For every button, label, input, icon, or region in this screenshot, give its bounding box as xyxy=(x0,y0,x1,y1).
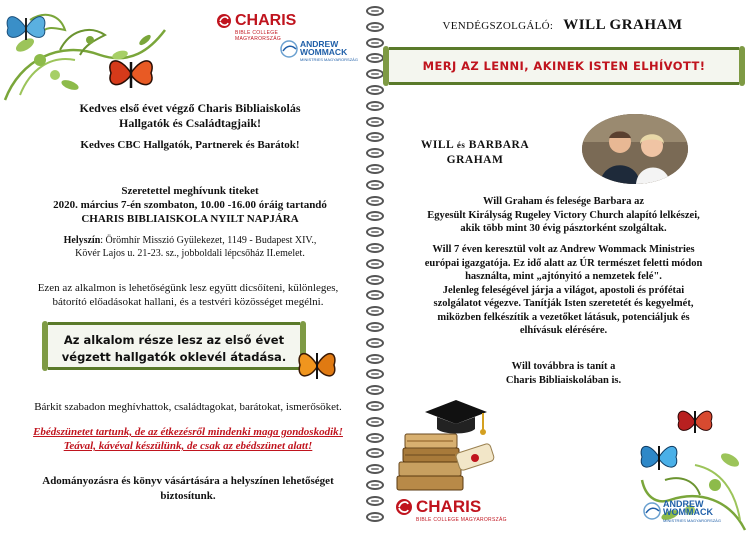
bio2-line6: miközben felkészítik a vezetőket látásuk, potenciáljuk és xyxy=(437,311,690,323)
invite-line1: Szeretettel meghívunk titeket xyxy=(121,185,259,197)
invitation xyxy=(10,184,370,226)
andrew-wommack-logo-icon xyxy=(280,40,298,58)
closing-line1: Will továbbra is tanít a xyxy=(511,361,616,372)
right-page xyxy=(375,0,750,534)
donation-line2: biztosítunk. xyxy=(160,490,216,502)
bio2-line5: szolgálatot végezve. Tanítják Isten szeretetét és kegyelmét, xyxy=(433,298,694,309)
butterfly-icon xyxy=(4,8,48,48)
bio2-line2: európai igazgatója. Ez idő alatt az ÚR természet feletti módon xyxy=(424,257,703,269)
butterfly-icon xyxy=(106,50,156,96)
closing-text xyxy=(397,360,730,387)
greeting-secondary: Kedves CBC Hallgatók, Partnerek és Barátok! xyxy=(80,139,300,151)
closing-line2: Charis Bibliaiskolában is. xyxy=(505,374,622,386)
couple-names xyxy=(395,138,555,168)
invite-line3: CHARIS BIBLIAISKOLA NYILT NAPJÁRA xyxy=(81,213,299,225)
butterfly-icon xyxy=(637,438,681,476)
donation-text xyxy=(6,474,370,504)
bio2-line7: elhívásuk elérésére. xyxy=(519,325,608,336)
couple-graham: GRAHAM xyxy=(446,154,504,166)
banner-line1: Az alkalom része lesz az első évet xyxy=(63,333,285,347)
couple-and: és xyxy=(456,140,466,150)
bio-paragraph-2 xyxy=(397,243,730,338)
bio1-line3: akik több mint 30 évig pásztorként szolgáltak. xyxy=(460,223,667,234)
motto-banner-text: MERJ AZ LENNI, AKINEK ISTEN ELHÍVOTT! xyxy=(422,59,706,73)
greeting xyxy=(40,101,340,131)
charis-logo-icon xyxy=(395,498,413,516)
couple-photo xyxy=(582,114,688,184)
andrew-wommack-logo-icon xyxy=(643,502,661,520)
lunch-line1: Ebédszünetet tartunk, de az étkezésről mindenki maga gondoskodik! xyxy=(33,426,343,438)
bio2-line1: Will 7 éven keresztül volt az Andrew Wommack Ministries xyxy=(432,244,695,255)
free-invite-text: Bárkit szabadon meghívhattok, családtagokat, barátokat, ismerősöket. xyxy=(34,401,342,413)
location-line1: : Örömhír Misszió Gyülekezet, 1149 - Budapest XIV., xyxy=(100,235,317,246)
charis-logo-icon xyxy=(216,13,232,29)
lunch-notice xyxy=(6,425,370,453)
guest-name: WILL GRAHAM xyxy=(563,17,683,33)
lunch-line2: Teával, kávéval készülünk, de csak az ebédszünet alatt! xyxy=(63,440,313,452)
guest-label: VENDÉGSZOLGÁLÓ: xyxy=(442,20,554,32)
charis-logo-subtitle: BIBLE COLLEGE MAGYARORSZÁG xyxy=(235,30,282,42)
bio1-line2: Egyesült Királyság Rugeley Victory Church alapító lelkészei, xyxy=(427,209,700,221)
aw-logo-subtitle: MINISTRIES MAGYARORSZÁG xyxy=(663,518,721,523)
diploma-banner-text xyxy=(48,332,300,366)
aw-logo-line2: WOMMACK xyxy=(663,507,713,517)
aw-logo-line2: WOMMACK xyxy=(300,47,348,57)
aw-logo-line1: ANDREW xyxy=(663,499,704,509)
banner-line2: végzett hallgatók oklevél átadása. xyxy=(61,350,287,364)
greeting-line2: Hallgatók és Családtagjaik! xyxy=(118,116,261,130)
charis-logo-subtitle: BIBLE COLLEGE MAGYARORSZÁG xyxy=(416,517,507,523)
bio1-line1: Will Graham és felesége Barbara az xyxy=(482,196,645,207)
aw-logo-subtitle: MINISTRIES MAGYARORSZÁG xyxy=(300,57,358,62)
greeting-line1: Kedves első évet végző Charis Bibliaiskolás xyxy=(79,101,301,115)
occasion-text xyxy=(6,281,370,309)
couple-photo-image xyxy=(582,114,688,184)
donation-line1: Adományozásra és könyv vásártására a helyszínen lehetőséget xyxy=(42,475,334,487)
bio2-line3: használta, mint „ajtónyitó a nemzetek felé". xyxy=(465,271,662,282)
graduation-cap-icon xyxy=(423,396,489,440)
butterfly-icon xyxy=(675,403,715,439)
location-line2: Kövér Lajos u. 21-23. sz., jobboldali lépcsőház II.emelet. xyxy=(75,247,305,259)
occasion-line1: Ezen az alkalmon is lehetőségünk lesz együtt dicsőíteni, különleges, xyxy=(37,282,339,294)
bio-paragraph-1 xyxy=(397,195,730,236)
aw-logo-line1: ANDREW xyxy=(300,39,339,49)
charis-logo-text: CHARIS xyxy=(235,12,297,29)
butterfly-icon xyxy=(294,343,340,387)
invite-line2: 2020. március 7-én szombaton, 10.00 -16.00 óráig tartandó xyxy=(53,199,327,211)
diploma-banner xyxy=(48,322,300,370)
diploma-scroll-icon xyxy=(453,440,499,474)
charis-logo-text: CHARIS xyxy=(416,497,482,516)
guest-speaker-heading xyxy=(375,16,750,34)
couple-will: WILL xyxy=(420,139,454,151)
bio2-line4: Jelenleg feleségével járja a világot, apostoli és prófétai xyxy=(442,284,685,296)
motto-banner xyxy=(389,47,739,85)
location xyxy=(10,235,370,260)
location-label: Helyszín xyxy=(63,235,101,246)
occasion-line2: bátorító előadásokat hallani, és a testvéri közösséget megélni. xyxy=(52,296,324,308)
couple-barbara: BARBARA xyxy=(468,139,530,151)
